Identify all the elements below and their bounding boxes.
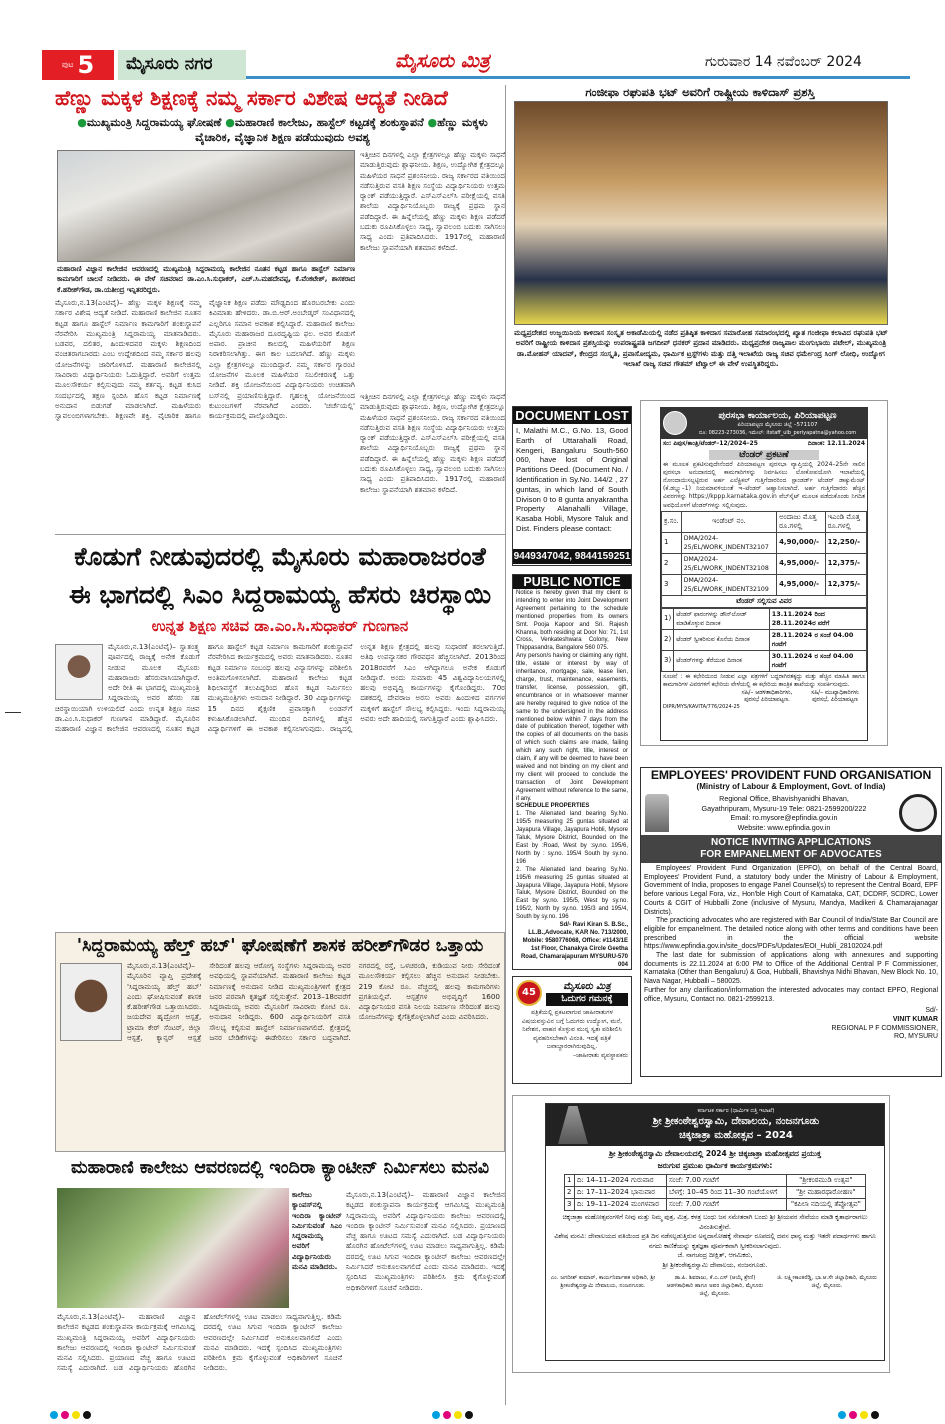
column-divider — [505, 85, 506, 1405]
public-notice-ad — [512, 574, 632, 970]
schedule-item: 1. The Alienated land bearing Sy.No. 195/5 measuring 25 guntas situated at Jayapura Village, Jayapura Hobli, Mysore Taluk, Mysore District, Bounded on the East by :Road, West by :sy.no. 195/6, North by : sy.no. 195/4 South by sy.no. 196 — [516, 811, 628, 865]
intro: ಶ್ರೀ ಶ್ರೀಕಂಠೇಶ್ವರಸ್ವಾಮಿ ದೇವಾಲಯದಲ್ಲಿ 2024 ಶ್ರೀ ಚಿಕ್ಕಜಾತ್ರಾ ಮಹೋತ್ಸವದ ಪ್ರಯುಕ್ತ — [608, 1149, 822, 1158]
signatory: ಡಾ.ಪಿ. ಶಿವರಾಜು, ಕೆ.ಎ.ಎಸ್ (ಆಯ್ಕೆ ಶ್ರೇಣಿ) ಆಡಳಿತಾಧಿಕಾರಿ ಹಾಗೂ ಅಪರ ಜಿಲ್ಲಾಧಿಕಾರಿ, ಮೈಸೂರು ಜಿಲ್ಲೆ, ಮೈಸೂರು. — [666, 1275, 764, 1297]
col-header: ಇಂಡೆಂಟ್ ನಂ. — [681, 511, 776, 532]
temple-notice — [545, 1103, 885, 1361]
signatory: ಎಂ. ಜಗದೀಶ್ ಕುಮಾರ್, ಕಾರ್ಯನಿರ್ವಾಹಕ ಅಧಿಕಾರಿ, ಶ್ರೀ ಶ್ರೀಕಂಠೇಶ್ವರಸ್ವಾಮಿ ದೇವಾಲಯ, ನಂಜನಗೂಡು. — [550, 1275, 656, 1289]
office-contact: ದೂ: 08223-273036, ಇಮೇಲ್: itstaff_ulb_periyapatna@yahoo.com — [698, 429, 857, 436]
story1-headline: ಹೆಣ್ಣು ಮಕ್ಕಳ ಶಿಕ್ಷಣಕ್ಕೆ ನಮ್ಮ ಸರ್ಕಾರ ವಿಶೇಷ ಆದ್ಯತೆ ನೀಡಿದೆ — [55, 86, 448, 110]
bullet: ಹೆಣ್ಣು ಮಕ್ಕಳು ವೈಚಾರಿಕ, ವೈಜ್ಞಾನಿಕ ಶಿಕ್ಷಣ ಪಡೆಯುವುದು ಅವಶ್ಯ — [195, 116, 488, 144]
page-label: ಪುಟ — [61, 60, 74, 69]
email: Email: ro.mysore@epfindia.gov.in — [730, 813, 838, 822]
tender-title: ಟೆಂಡರ್ ಪ್ರಕಟಣೆ — [709, 450, 819, 460]
schedule-title: SCHEDULE PROPERTIES — [516, 803, 590, 810]
temple-name: ಶ್ರೀ ಶ್ರೀಕಂಠೇಶ್ವರಸ್ವಾಮಿ, ದೇವಾಲಯ, ನಂಜನಗೂಡು — [652, 1116, 820, 1127]
karnataka-emblem-icon — [663, 411, 687, 435]
table-row: 1 DMA/2024-25/EL/WORK_INDENT32107 4,90,000/- 12,250/- — [662, 532, 867, 553]
paragraph: Employees' Provident Fund Organization (EPFO), on behalf of the Central Board, Employees' Provident Fund, a statutory body under the Ministry of Labour & Employment, Government of India, proposes to engage Panel Counsel(s) to represent the Central Board, EPF before various Legal Fora, viz., Hon'ble High Court of Karnataka, CAT, DCDRF, SCDRC, Lower Courts & CGIT of Hubballi Zone (inclusive of Mysuru, Mandya, Madikeri & Chamarajanagar Districts). — [644, 865, 938, 916]
schedule-title: ಟೆಂಡರ್ ಸಲ್ಲಿಸುವ ವಿವರ — [662, 595, 867, 607]
story1-caption: ಮಹಾರಾಣಿ ವಿಜ್ಞಾನ ಕಾಲೇಜಿನ ಆವರಣದಲ್ಲಿ ಮುಖ್ಯಮಂತ್ರಿ ಸಿದ್ದರಾಮಯ್ಯ ಕಾಲೇಜಿನ ನೂತನ ಕಟ್ಟಡ ಹಾಗೂ ಹಾಸ್ಟೆಲ್ ನಿರ್ಮಾಣ ಕಾಮಗಾರಿಗೆ ಚಾಲನೆ ನೀಡಿದರು. ಈ ವೇಳೆ ಸಚಿವರಾದ ಡಾ.ಎಂ.ಸಿ.ಸುಧಾಕರ್, ಎಚ್.ಸಿ.ಮಹದೇವಪ್ಪ, ಕೆ.ವೆಂಕಟೇಶ್, ಶಾಸಕರಾದ ಕೆ.ಹರೀಶ್‌ಗೌಡ, ಡಾ.ಯತೀಂದ್ರ ಇನ್ನಿತರರಿದ್ದರು. — [57, 265, 355, 294]
tender-intro: ಈ ಮೂಲಕ ಪ್ರಕಟಿಸುವುದೇನೆಂದರೆ ಪಿರಿಯಾಪಟ್ಟಣ ಪುರಸಭಾ ವ್ಯಾಪ್ತಿಯಲ್ಲಿ 2024–25ನೇ ಸಾಲಿನ ಪುರಸಭಾ ಅನುದಾನದಲ್ಲಿ ಕಾಮಗಾರಿಗಳನ್ನು ನಿರ್ವಹಿಸಲು ಲೋಕೋಪಯೋಗಿ ಇಲಾಖೆಯಲ್ಲಿ ನೋಂದಾಯಿಸಲ್ಪಟ್ಟಿರುವ ಅರ್ಹ ಎಲೆಕ್ಟ್ರಿಕಲ್ ಗುತ್ತಿಗೆದಾರರಿಂದ ಸ್ಟಾಂಡರ್ಡ್ ಟೆಂಡರ್ ಡಾಕ್ಯುಮೆಂಟ್ (ಕೆ.ಡಬ್ಲ್ಯು–1) ನಿಯಮಾವಳಿಯಂತೆ ಇ–ಟೆಂಡರ್ ಆಹ್ವಾನಿಸಲಾಗಿದೆ. ಅರ್ಹ ಗುತ್ತಿಗೆದಾರರು ಹೆಚ್ಚಿನ ವಿವರಗಳನ್ನು https://kppp.karnataka.gov.in ವೆಬ್‌ಸೈಟ್ ಮೂಲಕ ಪಡೆದುಕೊಂಡು ನಿಗದಿತ ಅವಧಿಯೊಳಗೆ ಟೆಂಡರ್‌ಗಳನ್ನು ಸಲ್ಲಿಸುವುದು. — [663, 460, 865, 509]
ad-phone: 9449347042, 9844159251 — [513, 551, 631, 562]
org-title: EMPLOYEES' PROVIDENT FUND ORGANISATION — [650, 768, 932, 782]
col-header: ಇಎಂಡಿ ಮೊತ್ತ ರೂ.ಗಳಲ್ಲಿ — [825, 511, 866, 532]
table-row: 1) ಟೆಂಡರ್ ಫಾರಂಗಳನ್ನು ಡೌನ್‌ಲೋಡ್ ಮಾಡಿಕೊಳ್ಳುವ ದಿನಾಂಕ 13.11.2024 ರಿಂದ 28.11.2024ರ ವರೆಗೆ — [662, 608, 867, 629]
award-photo — [514, 101, 888, 325]
headline-line: ಕೊಡುಗೆ ನೀಡುವುದರಲ್ಲಿ ಮೈಸೂರು ಮಹಾರಾಜರಂತೆ — [74, 542, 486, 571]
col-header: ಕ್ರ.ಸಂ. — [662, 511, 682, 532]
table-row: 2 ದಿ: 17–11–2024 ಭಾನುವಾರ ಬೆಳಗ್ಗೆ: 10–45 ರಿಂದ 11–30 ಗಂಟೆಯೊಳಗೆ "ಶ್ರೀ ಮಹಾರಥಾರೋಹಣ" — [565, 1187, 866, 1199]
bullet: ಮುಖ್ಯಮಂತ್ರಿ ಸಿದ್ದರಾಮಯ್ಯ ಘೋಷಣೆ — [86, 116, 222, 129]
paragraph: Notice is hereby given that my client is intending to enter into Joint Development Agreement pertaining to the schedule mentioned properties from its owners Smt. Pooja Kapoor and Sri. Rajesh Khanna, both residing at Door No: 71, 1st Cross, Venkateshwara Colony, New Thippasandra, Bangalore 560 075. — [516, 590, 628, 652]
masthead-logo: ಮೈಸೂರು ಮಿತ್ರ — [395, 50, 490, 72]
trim-mark — [5, 712, 21, 713]
award-headline: ಗಂಜೀಫಾ ರಘುಪತಿ ಭಟ್ ಅವರಿಗೆ ರಾಷ್ಟ್ರೀಯ ಕಾಳಿದಾಸ್ ಪ್ರಶಸ್ತಿ — [585, 85, 815, 99]
headline-line: ಈ ಭಾಗದಲ್ಲಿ ಸಿಎಂ ಸಿದ್ದರಾಮಯ್ಯ ಹೆಸರು ಚಿರಸ್ಥಾಯಿ — [68, 580, 492, 609]
story4-photo — [57, 1188, 289, 1308]
intro: ಜರುಗುವ ಪ್ರಮುಖ ಧಾರ್ಮಿಕ ಕಾರ್ಯಕ್ರಮಗಳು: — [657, 1161, 773, 1170]
story4-photo-caption: ಕಾಲೇಜು ಕ್ಯಾಂಪಸ್‌ನಲ್ಲಿ ಇಂದಿರಾ ಕ್ಯಾಂಟೀನ್ ನಿರ್ಮಿಸುವಂತೆ ಸಿಎಂ ಸಿದ್ದರಾಮಯ್ಯ ಅವರಿಗೆ ವಿದ್ಯಾರ್ಥಿನಿಯರು ಮನವಿ ಮಾಡಿದರು. — [292, 1190, 342, 1272]
priest: ಶ್ರೀ ಶ್ರೀಕಂಠೇಶ್ವರಸ್ವಾಮಿ ದೇವಾಲಯ, ನಂಜನಗೂಡು. — [662, 1260, 768, 1269]
box-body: ಪತ್ರಿಕೆಯಲ್ಲಿ ಪ್ರಕಟವಾಗುವ ಜಾಹೀರಾತುಗಳ ವಿಷಯವಸ್ತುವಿನ ಬಗ್ಗೆ ಓದುಗರು ಉದ್ಯೋಗ, ಮನೆ, ನಿವೇಶನ, ವಾಹನ ಕೊಳ್ಳುವ ಮುನ್ನ ಸ್ವತಃ ಪರಿಶೀಲಿಸಿ ವ್ಯವಹರಿಸಬೇಕಾಗಿ ವಿನಂತಿ. ಇದಕ್ಕೆ ಪತ್ರಿಕೆ ಜವಾಬ್ದಾರರಾಗಿರುವುದಿಲ್ಲ. — [521, 1009, 623, 1051]
minister-portrait — [55, 644, 103, 700]
notice-banner — [641, 835, 941, 863]
story4-body: ಮೈಸೂರು,ನ.13(ಎಂಟಿವೈ)– ಮಹಾರಾಣಿ ವಿಜ್ಞಾನ ಕಾಲೇಜಿನ ಕಟ್ಟಡದ ಶಂಕುಸ್ಥಾಪನಾ ಕಾರ್ಯಕ್ರಮಕ್ಕೆ ಆಗಮಿಸಿದ್ದ ಮುಖ್ಯಮಂತ್ರಿ ಸಿದ್ದರಾಮಯ್ಯ ಅವರಿಗೆ ವಿದ್ಯಾರ್ಥಿನಿಯರು ಕಾಲೇಜು ಆವರಣದಲ್ಲಿ ಇಂದಿರಾ ಕ್ಯಾಂಟೀನ್ ನಿರ್ಮಿಸುವಂತೆ ಮನವಿ ಸಲ್ಲಿಸಿದರು. ಪ್ರಯಾಣದ ವೆಚ್ಚ ಹಾಗೂ ಊಟದ ಸಮಸ್ಯೆ ಎದುರಾಗಿದೆ. ಬಡ ವಿದ್ಯಾರ್ಥಿನಿಯರು ಹೊರಗಿನ ಹೋಟೆಲ್‌ಗಳಲ್ಲಿ ಊಟ ಮಾಡಲು ಸಾಧ್ಯವಾಗುತ್ತಿಲ್ಲ. ಕಡಿಮೆ ದರದಲ್ಲಿ ಊಟ ಸಿಗುವ ಇಂದಿರಾ ಕ್ಯಾಂಟೀನ್ ಕಾಲೇಜು ಆವರಣದಲ್ಲೇ ನಿರ್ಮಿಸಿದರೆ ಅನುಕೂಲವಾಗಲಿದೆ ಎಂದು ಮನವಿ ಮಾಡಿದರು. ಇದಕ್ಕೆ ಸ್ಪಂದಿಸಿದ ಮುಖ್ಯಮಂತ್ರಿಗಳು ಪರಿಶೀಲಿಸಿ ಕ್ರಮ ಕೈಗೊಳ್ಳುವಂತೆ ಅಧಿಕಾರಿಗಳಿಗೆ ಸೂಚನೆ ನೀಡಿದರು. — [57, 1312, 342, 1373]
table-row: 3 DMA/2024-25/EL/WORK_INDENT32109 4,95,000/- 12,375/- — [662, 574, 867, 595]
schedule-item: 2. The Alienated land bearing Sy.No. 195/6 measuring 25 guntas situated at Jayapura Village, Jayapura Hobli, Mysore Taluk, Mysore District, Bounded on the East by sy.no. 195/5, West by sy.no. 195/2, North by sy.no. 195/3 and 195/4, South by sy.no. 196 — [516, 866, 628, 921]
anniversary-badge: 45 — [516, 980, 542, 1006]
registration-marks-right — [838, 1404, 882, 1423]
story1-body: ಮೈಸೂರು,ನ.13(ಎಂಟಿವೈ)– ಹೆಣ್ಣು ಮಕ್ಕಳ ಶಿಕ್ಷಣಕ್ಕೆ ನಮ್ಮ ಸರ್ಕಾರ ವಿಶೇಷ ಆದ್ಯತೆ ನೀಡಿದೆ. ಮಹಾರಾಣಿ ಕಾಲೇಜಿನ ನೂತನ ಕಟ್ಟಡ ಹಾಗೂ ಹಾಸ್ಟೆಲ್ ನಿರ್ಮಾಣ ಕಾಮಗಾರಿಗೆ ಶಂಕುಸ್ಥಾಪನೆ ನೆರವೇರಿಸಿ ಮುಖ್ಯಮಂತ್ರಿ ಸಿದ್ದರಾಮಯ್ಯ ಮಾತನಾಡಿದರು. ಬಡವರ, ದಲಿತರ, ಹಿಂದುಳಿದವರ ಮಕ್ಕಳು ಶಿಕ್ಷಣದಿಂದ ವಂಚಿತರಾಗಬಾರದು ಎಂಬ ಉದ್ದೇಶದಿಂದ ನಮ್ಮ ಸರ್ಕಾರ ಹಲವು ಯೋಜನೆಗಳನ್ನು ಜಾರಿಗೊಳಿಸಿದೆ. ಮಹಾರಾಣಿ ಕಾಲೇಜಿನಲ್ಲಿ ಸಾವಿರಾರು ವಿದ್ಯಾರ್ಥಿನಿಯರು ಓದುತ್ತಿದ್ದಾರೆ. ಅವರಿಗೆ ಉತ್ತಮ ಮೂಲಸೌಕರ್ಯ ಕಲ್ಪಿಸುವುದು ನಮ್ಮ ಕರ್ತವ್ಯ. ಕಟ್ಟಡ ಕುಸಿದ ಸಂದರ್ಭದಲ್ಲಿ ತಕ್ಷಣ ಸ್ಪಂದಿಸಿ ಹೊಸ ಕಟ್ಟಡ ನಿರ್ಮಾಣಕ್ಕೆ ಅನುದಾನ ಬಿಡುಗಡೆ ಮಾಡಲಾಗಿದೆ. ಮಹಿಳೆಯರು ಸ್ವಾವಲಂಬಿಗಳಾಗಬೇಕು. ಶಿಕ್ಷಣವೇ ಶಕ್ತಿ. ವೈಚಾರಿಕ ಹಾಗೂ ವೈಜ್ಞಾನಿಕ ಶಿಕ್ಷಣ ಪಡೆದು ಮೌಢ್ಯದಿಂದ ಹೊರಬರಬೇಕು ಎಂದು ಕಿವಿಮಾತು ಹೇಳಿದರು. ಡಾ.ಬಿ.ಆರ್.ಅಂಬೇಡ್ಕರ್ ಸಂವಿಧಾನದಲ್ಲಿ ಎಲ್ಲರಿಗೂ ಸಮಾನ ಅವಕಾಶ ಕಲ್ಪಿಸಿದ್ದಾರೆ. ಮಹಾರಾಣಿ ಕಾಲೇಜು ಮೈಸೂರು ಮಹಾರಾಜರ ದೂರದೃಷ್ಟಿಯ ಫಲ. ಅವರ ಕೊಡುಗೆ ಅಪಾರ. ಪ್ರಾಚೀನ ಕಾಲದಲ್ಲಿ ಮಹಿಳೆಯರಿಗೆ ಶಿಕ್ಷಣ ನಿರಾಕರಿಸಲಾಗಿತ್ತು. ಈಗ ಕಾಲ ಬದಲಾಗಿದೆ. ಹೆಣ್ಣು ಮಕ್ಕಳು ಎಲ್ಲಾ ಕ್ಷೇತ್ರಗಳಲ್ಲೂ ಮುಂದಿದ್ದಾರೆ. ನಮ್ಮ ಸರ್ಕಾರ ಗ್ಯಾರಂಟಿ ಯೋಜನೆಗಳ ಮೂಲಕ ಮಹಿಳೆಯರ ಸಬಲೀಕರಣಕ್ಕೆ ಒತ್ತು ನೀಡಿದೆ. ಶಕ್ತಿ ಯೋಜನೆಯಿಂದ ವಿದ್ಯಾರ್ಥಿನಿಯರು ಉಚಿತವಾಗಿ ಬಸ್‌ನಲ್ಲಿ ಪ್ರಯಾಣಿಸುತ್ತಿದ್ದಾರೆ. ಗೃಹಲಕ್ಷ್ಮಿ ಯೋಜನೆಯಿಂದ ಕುಟುಂಬಗಳಿಗೆ ನೆರವಾಗಿದೆ ಎಂದರು. 'ಚರ್ಚೆಯಲ್ಲಿ' ಕಾರ್ಯಕ್ರಮದಲ್ಲಿ ಪಾಲ್ಗೊಂಡಿದ್ದರು. — [55, 298, 355, 421]
story2-subhead: ಉನ್ನತ ಶಿಕ್ಷಣ ಸಚಿವ ಡಾ.ಎಂ.ಸಿ.ಸುಧಾಕರ್ ಗುಣಗಾನ — [151, 617, 409, 635]
story1-side-text: ಇತ್ತೀಚಿನ ದಿನಗಳಲ್ಲಿ ಎಲ್ಲಾ ಕ್ಷೇತ್ರಗಳಲ್ಲೂ ಹೆಣ್ಣು ಮಕ್ಕಳು ಸಾಧನೆ ಮಾಡುತ್ತಿರುವುದು ಶ್ಲಾಘನೀಯ. ಶಿಕ್ಷಣ, ಉದ್ಯೋಗಿಕ ಕ್ಷೇತ್ರದಲ್ಲೂ ಮಹಿಳೆಯರ ಸಾಧನೆ ಪ್ರಶಂಸನೀಯ. ರಾಜ್ಯ ಸರ್ಕಾರದ ವತಿಯಿಂದ ನಡೆಸುತ್ತಿರುವ ವಸತಿ ಶಿಕ್ಷಣ ಸಂಸ್ಥೆಯ ವಿದ್ಯಾರ್ಥಿನಿಯರು ಉತ್ತಮ ರ್‍ಯಾಂಕ್ ಪಡೆಯುತ್ತಿದ್ದಾರೆ. ಎಸ್‌ಎಸ್‌ಎಲ್‌ಸಿ ಪರೀಕ್ಷೆಯಲ್ಲಿ ವಸತಿ ಶಾಲೆಯ ವಿದ್ಯಾರ್ಥಿನಿಯೊಬ್ಬರು ರಾಜ್ಯಕ್ಕೆ ಪ್ರಥಮ ಸ್ಥಾನ ಪಡೆದಿದ್ದಾರೆ. ಈ ಹಿನ್ನೆಲೆಯಲ್ಲಿ ಹೆಣ್ಣು ಮಕ್ಕಳು ಶಿಕ್ಷಣ ಪಡೆದರೆ ಬದುಕು ರೂಪಿಸಿಕೊಳ್ಳಲು ಸಾಧ್ಯ, ಸ್ವಾವಲಂಬಿ ಬದುಕು ಸಾಗಿಸಲು ಸಾಧ್ಯ ಎಂದು ಪ್ರತಿಪಾದಿಸಿದರು. 1917ರಲ್ಲಿ ಮಹಾರಾಣಿ ಕಾಲೇಜು ಸ್ಥಾಪನೆಯಾಗಿ ಶತಮಾನ ಕಳೆದಿದೆ. — [360, 150, 505, 252]
epfo-logo-icon — [899, 794, 937, 832]
section-title: ಮೈಸೂರು ನಗರ — [118, 50, 246, 80]
box-title: ಓದುಗರ ಗಮನಕ್ಕೆ — [546, 993, 628, 1006]
issue-date: ಗುರುವಾರ 14 ನವೆಂಬರ್ 2024 — [705, 54, 862, 70]
event-title: ಚಿಕ್ಕಜಾತ್ರಾ ಮಹೋತ್ಸವ – 2024 — [679, 1130, 793, 1141]
readers-notice — [512, 976, 632, 1084]
story4-body-right: ಮೈಸೂರು,ನ.13(ಎಂಟಿವೈ)– ಮಹಾರಾಣಿ ವಿಜ್ಞಾನ ಕಾಲೇಜಿನ ಕಟ್ಟಡದ ಶಂಕುಸ್ಥಾಪನಾ ಕಾರ್ಯಕ್ರಮಕ್ಕೆ ಆಗಮಿಸಿದ್ದ ಮುಖ್ಯಮಂತ್ರಿ ಸಿದ್ದರಾಮಯ್ಯ ಅವರಿಗೆ ವಿದ್ಯಾರ್ಥಿನಿಯರು ಕಾಲೇಜು ಆವರಣದಲ್ಲಿ ಇಂದಿರಾ ಕ್ಯಾಂಟೀನ್ ನಿರ್ಮಿಸುವಂತೆ ಮನವಿ ಸಲ್ಲಿಸಿದರು. ಪ್ರಯಾಣದ ವೆಚ್ಚ ಹಾಗೂ ಊಟದ ಸಮಸ್ಯೆ ಎದುರಾಗಿದೆ. ಬಡ ವಿದ್ಯಾರ್ಥಿನಿಯರು ಹೊರಗಿನ ಹೋಟೆಲ್‌ಗಳಲ್ಲಿ ಊಟ ಮಾಡಲು ಸಾಧ್ಯವಾಗುತ್ತಿಲ್ಲ. ಕಡಿಮೆ ದರದಲ್ಲಿ ಊಟ ಸಿಗುವ ಇಂದಿರಾ ಕ್ಯಾಂಟೀನ್ ಕಾಲೇಜು ಆವರಣದಲ್ಲೇ ನಿರ್ಮಿಸಿದರೆ ಅನುಕೂಲವಾಗಲಿದೆ ಎಂದು ಮನವಿ ಮಾಡಿದರು. ಇದಕ್ಕೆ ಸ್ಪಂದಿಸಿದ ಮುಖ್ಯಮಂತ್ರಿಗಳು ಪರಿಶೀಲಿಸಿ ಕ್ರಮ ಕೈಗೊಳ್ಳುವಂತೆ ಅಧಿಕಾರಿಗಳಿಗೆ ಸೂಚನೆ ನೀಡಿದರು. — [346, 1190, 505, 1292]
tender-notice — [660, 407, 868, 741]
sd: Sd/- — [925, 1007, 938, 1015]
story3-headline: 'ಸಿದ್ದರಾಮಯ್ಯ ಹೆಲ್ತ್ ಹಬ್' ಘೋಷಣೆಗೆ ಶಾಸಕ ಹರೀಶ್‌ಗೌಡರ ಒತ್ತಾಯ — [76, 936, 484, 956]
brand-logo: ಮೈಸೂರು ಮಿತ್ರ — [563, 981, 611, 992]
ad-title: PUBLIC NOTICE — [513, 575, 631, 589]
paragraph: The practicing advocates who are registered with Bar Council of India/State Bar Council are eligible for empanelment. The detailed notice along with other terms and conditions have been prescribed in the official website https://www.epfindia.gov.in/site_docs/PDFs/Updates/EOI_Hubli_28102024.pdf — [644, 917, 938, 951]
story1-body-cont: ಇತ್ತೀಚಿನ ದಿನಗಳಲ್ಲಿ ಎಲ್ಲಾ ಕ್ಷೇತ್ರಗಳಲ್ಲೂ ಹೆಣ್ಣು ಮಕ್ಕಳು ಸಾಧನೆ ಮಾಡುತ್ತಿರುವುದು ಶ್ಲಾಘನೀಯ. ಶಿಕ್ಷಣ, ಉದ್ಯೋಗಿಕ ಕ್ಷೇತ್ರದಲ್ಲೂ ಮಹಿಳೆಯರ ಸಾಧನೆ ಪ್ರಶಂಸನೀಯ. ರಾಜ್ಯ ಸರ್ಕಾರದ ವತಿಯಿಂದ ನಡೆಸುತ್ತಿರುವ ವಸತಿ ಶಿಕ್ಷಣ ಸಂಸ್ಥೆಯ ವಿದ್ಯಾರ್ಥಿನಿಯರು ಉತ್ತಮ ರ್‍ಯಾಂಕ್ ಪಡೆಯುತ್ತಿದ್ದಾರೆ. ಎಸ್‌ಎಸ್‌ಎಲ್‌ಸಿ ಪರೀಕ್ಷೆಯಲ್ಲಿ ವಸತಿ ಶಾಲೆಯ ವಿದ್ಯಾರ್ಥಿನಿಯೊಬ್ಬರು ರಾಜ್ಯಕ್ಕೆ ಪ್ರಥಮ ಸ್ಥಾನ ಪಡೆದಿದ್ದಾರೆ. ಈ ಹಿನ್ನೆಲೆಯಲ್ಲಿ ಹೆಣ್ಣು ಮಕ್ಕಳು ಶಿಕ್ಷಣ ಪಡೆದರೆ ಬದುಕು ರೂಪಿಸಿಕೊಳ್ಳಲು ಸಾಧ್ಯ, ಸ್ವಾವಲಂಬಿ ಬದುಕು ಸಾಗಿಸಲು ಸಾಧ್ಯ ಎಂದು ಪ್ರತಿಪಾದಿಸಿದರು. 1917ರಲ್ಲಿ ಮಹಾರಾಣಿ ಕಾಲೇಜು ಸ್ಥಾಪನೆಯಾಗಿ ಶತಮಾನ ಕಳೆದಿದೆ. — [360, 392, 505, 494]
banner-line: FOR EMPANELMENT OF ADVOCATES — [700, 849, 882, 860]
tender-header — [661, 408, 867, 439]
page-number: 5 — [77, 51, 95, 79]
story3-body-text: ಮೈಸೂರು,ನ.13(ಎಂಟಿವೈ)– ಮೈಸೂರಿನ ವ್ಯಾಪ್ತಿ ಪ್ರದೇಶಕ್ಕೆ 'ಸಿದ್ದರಾಮಯ್ಯ ಹೆಲ್ತ್ ಹಬ್' ಎಂದು ಘೋಷಿಸುವಂತೆ ಶಾಸಕ ಕೆ.ಹರೀಶ್‌ಗೌಡ ಒತ್ತಾಯಿಸಿದರು. ಜಯದೇವ ಹೃದ್ರೋಗ ಆಸ್ಪತ್ರೆ, ಟ್ರಾಮಾ ಕೇರ್ ಸೆಂಟರ್, ಜಿಲ್ಲಾ ಆಸ್ಪತ್ರೆ, ಕ್ಯಾನ್ಸರ್ ಆಸ್ಪತ್ರೆ ಸೇರಿದಂತೆ ಹಲವು ಆರೋಗ್ಯ ಸಂಸ್ಥೆಗಳು ಸಿದ್ದರಾಮಯ್ಯ ಅವರ ಅವಧಿಯಲ್ಲಿ ಸ್ಥಾಪನೆಯಾಗಿವೆ. ಮಹಾರಾಣಿ ಕಾಲೇಜು ಕಟ್ಟಡ ನಿರ್ಮಾಣಕ್ಕೆ ಅನುದಾನ ನೀಡಿದ ಮುಖ್ಯಮಂತ್ರಿಗಳಿಗೆ ಕ್ಷೇತ್ರದ ಜನರ ಪರವಾಗಿ ಕೃತಜ್ಞತೆ ಸಲ್ಲಿಸುತ್ತೇನೆ. 2013–18ರವರೆಗೆ ಸಿದ್ದರಾಮಯ್ಯ ಅವರು ಮೈಸೂರಿಗೆ ಸಾವಿರಾರು ಕೋಟಿ ರೂ. ಅನುದಾನ ನೀಡಿದ್ದರು. 600 ವಿದ್ಯಾರ್ಥಿನಿಯರಿಗೆ ವಸತಿ ಸೌಲಭ್ಯ ಕಲ್ಪಿಸುವ ಹಾಸ್ಟೆಲ್ ನಿರ್ಮಾಣವಾಗಲಿದೆ. ಕ್ಷೇತ್ರದಲ್ಲಿ ಜನರ ಬೇಡಿಕೆಗಳನ್ನು ಈಡೇರಿಸಲು ಸರ್ಕಾರ ಬದ್ಧವಾಗಿದೆ. ನಗರದಲ್ಲಿ ರಸ್ತೆ, ಒಳಚರಂಡಿ, ಕುಡಿಯುವ ನೀರು ಸೇರಿದಂತೆ ಮೂಲಸೌಕರ್ಯ ಕಲ್ಪಿಸಲು ಹೆಚ್ಚಿನ ಅನುದಾನ ನೀಡಬೇಕು. 219 ಕೋಟಿ ರೂ. ವೆಚ್ಚದಲ್ಲಿ ಹಲವು ಕಾಮಗಾರಿಗಳು ಪ್ರಗತಿಯಲ್ಲಿವೆ. ಆಸ್ಪತ್ರೆಗಳ ಅಭಿವೃದ್ಧಿಗೆ 1600 ವಿದ್ಯಾರ್ಥಿನಿಯರ ವಸತಿ ನಿಲಯ ನಿರ್ಮಾಣ ಸೇರಿದಂತೆ ಹಲವು ಯೋಜನೆಗಳನ್ನು ಕೈಗೆತ್ತಿಕೊಳ್ಳಲಾಗಿದೆ ಎಂದು ವಿವರಿಸಿದರು. — [127, 961, 500, 1043]
notice-date: ದಿನಾಂಕ: 12.11.2024 — [807, 439, 865, 447]
story1-bullets: ●ಮುಖ್ಯಮಂತ್ರಿ ಸಿದ್ದರಾಮಯ್ಯ ಘೋಷಣೆ ●ಮಹಾರಾಣಿ ಕಾಲೇಜು, ಹಾಸ್ಟೆಲ್ ಕಟ್ಟಡಕ್ಕೆ ಶಂಕುಸ್ಥಾಪನೆ ●ಹೆಣ್ಣು ಮಕ್ಕಳು ವೈಚಾರಿಕ, ವೈಜ್ಞಾನಿಕ ಶಿಕ್ಷಣ ಪಡೆಯುವುದು ಅವಶ್ಯ — [77, 116, 488, 144]
paragraph: Any person/s having or claiming any right, title, estate or interest by way of inheritance, mortgage, sale, lease lien, charge, trust, maintenance, easements, transfer, license, possession, gift, encumbrance or in whatsoever manner are hereby required to give notice of the same to the undersigned in the address mentioned below within 7 days from the date of publication thereof, together with the copies of all documents on the basis of which such claims are made, failing which any such right, title, interest or claim, if any will be deemed to have been waived and not binding on my client and my client will proceed to conclude the transaction of Joint Development Agreement without reference to the same, if any. — [516, 653, 628, 802]
table-row: 3) ಟೆಂಡರ್‌ಗಳನ್ನು ತೆರೆಯುವ ದಿನಾಂಕ 30.11.2024 ರ ಸಂಜೆ 04.00 ಗಂಟೆಗೆ — [662, 650, 867, 671]
header-rule — [246, 76, 910, 79]
ad-body — [513, 589, 631, 970]
table-row: 1 ದಿ: 14–11–2024 ಗುರುವಾರ ಸಂಜೆ: 7.00 ಗಂಟೆಗೆ "ಶ್ರೀಕಂಠಮುಡಿ ಉತ್ಸವ" — [565, 1175, 866, 1187]
invitation: ಚಿಕ್ಕಜಾತ್ರಾ ಮಹೋತ್ಸವಂಗಳಿಗೆ ನೀವು ಮತ್ತು ನಿಮ್ಮ ಪುತ್ರ, ಮಿತ್ರ, ಕಳತ್ರ ಬಂಧು ಜನ ಸಮೇತರಾಗಿ ಬಂದು ಶ್ರೀ ಶ್ರೀಯವರ ಸೇವೆಯಂ ಮಾಡಿ ಕೃತಾರ್ಥರಾಗಲು ವಿನಂತಿಸುತ್ತೇವೆ. — [562, 1213, 868, 1231]
department: ಕರ್ನಾಟಕ ಸರ್ಕಾರ (ಧಾರ್ಮಿಕ ದತ್ತಿ ಇಲಾಖೆ) — [697, 1108, 775, 1114]
award-caption: ಮಧ್ಯಪ್ರದೇಶದ ಉಜ್ಜಯಿನಿಯ ಕಾಳಿದಾಸ ಸಂಸ್ಕೃತ ಅಕಾಡೆಮಿಯಲ್ಲಿ ನಡೆದ ಪ್ರತಿಷ್ಠಿತ ಕಾಳಿದಾಸ ಸಮಾರೋಹ ಸಮಾರಂಭದಲ್ಲಿ ಖ್ಯಾತ ಗಂಜೀಫಾ ಕಲಾವಿದ ರಘುಪತಿ ಭಟ್ ಅವರಿಗೆ ರಾಷ್ಟ್ರೀಯ ಕಾಳಿದಾಸ ಪ್ರಶಸ್ತಿಯನ್ನು ಉಪರಾಷ್ಟ್ರಪತಿ ಜಗದೀಪ್ ಧನಕರ್ ಪ್ರದಾನ ಮಾಡಿದರು. ಮಧ್ಯಪ್ರದೇಶ ರಾಜ್ಯಪಾಲ ಮಂಗುಭಾಯಿ ಪಟೇಲ್, ಮುಖ್ಯಮಂತ್ರಿ ಡಾ.ಮೋಹನ್ ಯಾದವ್, ಕೇಂದ್ರದ ಸಂಸ್ಕೃತಿ, ಪ್ರವಾಸೋದ್ಯಮ, ಧಾರ್ಮಿಕ ಟ್ರಸ್ಟ್‌ಗಳು ಮತ್ತು ದತ್ತಿ ಇಲಾಖೆಯ ರಾಜ್ಯ ಸಚಿವ ಧರ್ಮೇಂದ್ರ ಸಿಂಗ್ ಲೋಧಿ, ಉದ್ಯೋಗ ಇಲಾಖೆ ರಾಜ್ಯ ಸಚಿವ ಗೌತಮ್ ಟೆಟ್ವಾಲ್ ಈ ವೇಳೆ ಉಪಸ್ಥಿತರಿದ್ದರು. — [514, 328, 888, 368]
box-sign: –ಜಾಹೀರಾತು ವ್ಯವಸ್ಥಾಪಕರು — [572, 1051, 628, 1059]
ministry: (Ministry of Labour & Employment, Govt. of India) — [696, 782, 886, 791]
document-lost-ad — [512, 406, 632, 566]
bullet: ಮಹಾರಾಣಿ ಕಾಲೇಜು, ಹಾಸ್ಟೆಲ್ ಕಟ್ಟಡಕ್ಕೆ ಶಂಕುಸ್ಥಾಪನೆ — [234, 116, 424, 129]
signatory-designation: REGIONAL P F COMMISSIONER, — [831, 1024, 938, 1032]
story4-headline: ಮಹಾರಾಣಿ ಕಾಲೇಜು ಆವರಣದಲ್ಲಿ ಇಂದಿರಾ ಕ್ಯಾಂಟೀನ್ ನಿರ್ಮಿಸಲು ಮನವಿ — [70, 1158, 490, 1178]
office-name: ಪುರಸಭಾ ಕಾರ್ಯಾಲಯ, ಪಿರಿಯಾಪಟ್ಟಣ — [718, 411, 837, 421]
address: Gayathripuram, Mysuru-19 Tele: 0821-2599200/222 — [701, 803, 867, 813]
story1-photo — [57, 150, 355, 262]
signatory: ಜಿ. ಲಕ್ಷ್ಮೀಕಾಂತರೆಡ್ಡಿ, ಭಾ.ಆ.ಸೇ ಜಿಲ್ಲಾಧಿಕಾರಿ, ಮೈಸೂರು ಜಿಲ್ಲೆ, ಮೈಸೂರು. — [777, 1275, 877, 1289]
table-row: 3 ದಿ: 19–11–2024 ಮಂಗಳವಾರ ಸಂಜೆ: 7.00 ಗಂಟೆಗೆ "ಕಪಿಲಾ ನದಿಯಲ್ಲಿ ತೆಪ್ಪೋತ್ಸವ" — [565, 1199, 866, 1211]
website: Website: www.epfindia.gov.in — [737, 822, 831, 832]
epfo-notice — [640, 767, 942, 1077]
events-table — [564, 1174, 866, 1211]
tender-note: ಸೂಚನೆ : ಈ ಕಛೇರಿಯಿಂದ ನೀಡುವ ಎಲ್ಲಾ ಪತ್ರಗಳಿಗೆ ಬದ್ಧರಾಗಿರತಕ್ಕದ್ದು ಮತ್ತು ಹೆಚ್ಚಿನ ಮಾಹಿತಿ ಹಾಗೂ ಕಾಮಗಾರಿಗಳ ವಿವರಗಳಿಗೆ ಕಛೇರಿಯ ವೇಳೆಯಲ್ಲಿ ಈ ಕಛೇರಿಯ ತಾಂತ್ರಿಕ ಶಾಖೆಯನ್ನು ಸಂಪರ್ಕಿಸುವುದು. — [663, 673, 865, 688]
table-row: 2 DMA/2024-25/EL/WORK_INDENT32108 4,95,000/- 12,375/- — [662, 553, 867, 574]
registration-marks-left — [50, 1404, 94, 1423]
office: Regional Office, Bhavishyanidhi Bhavan, — [719, 794, 849, 803]
signature: ಸಹಿ/– ಆಡಳಿತಾಧಿಕಾರಿಗಳು, ಪುರಸಭೆ ಪಿರಿಯಾಪಟ್ಟಣ. — [741, 689, 793, 703]
story2-body — [55, 642, 505, 925]
temple-gopura-icon — [558, 1106, 588, 1144]
paragraph: The last date for submission of applications along with annexures and supporting documents is 22.11.2024 at 6:00 PM to Office of the Additional Central P F Commissioner, Karnataka (Other than Bengaluru) & Goa, Hubballi, Bhavishya Nidhi Bhavan, New Block No. 10, Nava Nagar, Hubballi – 580025. — [644, 952, 938, 986]
signatory-place: RO, MYSURU — [893, 1033, 938, 1041]
special-request: ವಿಶೇಷ ಮನವಿ: ದೇವಾಲಯದ ವತಿಯಿಂದ ಪ್ರತಿ ದಿನ ನಡೆಸಲ್ಪಡುತ್ತಿರುವ ಅನ್ನದಾಸೋಹಕ್ಕೆ ಸೇವಾರ್ಥ ರೂಪದಲ್ಲಿ ದವಸ ಧಾನ್ಯ ಮತ್ತು ಇತರೇ ಪದಾರ್ಥಗಳು ಹಾಗೂ ನಗದು ಕಾಣಿಕೆಯನ್ನು ಕೃತಜ್ಞತಾ ಪೂರ್ವಕವಾಗಿ ಸ್ವೀಕರಿಸಲಾಗುವುದು. — [554, 1232, 876, 1250]
story2-headline — [55, 538, 505, 614]
banner-line: NOTICE INVITING APPLICATIONS — [710, 837, 871, 848]
signature: Sd/- Ravi Kiran S. B.Sc., LL.B.,Advocate, KAR No. 713/2000, Mobile: 9580776068, Office: #1143/1E 1st Floor, Chanakya Circle Geetha Road, Chamarajapuram MYSURU-570 004 — [520, 922, 628, 968]
reference-no: ಸಂ: ಪಿಪುಸ/ಕಾಂತ್ರಿ/ಟೆಂಡರ್–12/2024–25 — [663, 439, 758, 447]
signatory-name: VINIT KUMAR — [892, 1015, 938, 1023]
story3-body — [60, 961, 500, 1148]
tender-schedule — [661, 608, 867, 672]
page-number-badge — [42, 50, 114, 80]
paragraph: Further for any clarification/information the interested advocates may contact EPFO, Regional office, Mysuru, Contact no. 0821-2599213. — [644, 986, 938, 1003]
ad-body: I, Malathi M.C., G.No. 13, Good Earth of Uttarahalli Road, Kengeri, Bangaluru South-560 060, have lost of Original Partitions Deed. (Document No. / Identification in Sy.No. 144/2 , 27 guntas, in which land of South Divison 0 to 8 gunta anyakrantha Property Alanahalli Village, Kasaba Hobli, Mysore Taluk and Dist. Finders please contact: — [516, 426, 628, 533]
registration-marks-center — [432, 1404, 476, 1423]
mla-portrait — [60, 963, 122, 1041]
col-header: ಅಂದಾಜು ಮೊತ್ತ ರೂ.ಗಳಲ್ಲಿ — [777, 511, 826, 532]
priest: ಜೆ. ನಾಗಚಂದ್ರ ದೀಕ್ಷಿತ್, ಆಗಮಿಕರು, — [677, 1251, 753, 1259]
ad-title: DOCUMENT LOST — [513, 407, 631, 424]
story2-body-text: ಮೈಸೂರು,ನ.13(ಎಂಟಿವೈ)– ಸ್ವಾತಂತ್ರ್ಯ ಪೂರ್ವದಲ್ಲಿ ರಾಜ್ಯಕ್ಕೆ ಅನೇಕ ಕೊಡುಗೆ ನೀಡುವ ಮೂಲಕ ಮೈಸೂರು ಮಹಾರಾಜರು ಹೆಸರುವಾಸಿಯಾಗಿದ್ದಾರೆ. ಅದೇ ರೀತಿ ಈ ಭಾಗದಲ್ಲಿ ಮುಖ್ಯಮಂತ್ರಿ ಸಿದ್ದರಾಮಯ್ಯ ಅವರ ಹೆಸರು ಸಹ ಚಿರಸ್ಥಾಯಿಯಾಗಿ ಉಳಿಯಲಿದೆ ಎಂದು ಉನ್ನತ ಶಿಕ್ಷಣ ಸಚಿವ ಡಾ.ಎಂ.ಸಿ.ಸುಧಾಕರ್ ಗುಣಗಾನ ಮಾಡಿದ್ದಾರೆ. ಮೈಸೂರಿನ ಮಹಾರಾಣಿ ವಿಜ್ಞಾನ ಕಾಲೇಜಿನ ಆವರಣದಲ್ಲಿ ನೂತನ ಕಟ್ಟಡ ಹಾಗೂ ಹಾಸ್ಟೆಲ್ ಕಟ್ಟಡ ನಿರ್ಮಾಣ ಕಾಮಗಾರಿಗೆ ಶಂಕುಸ್ಥಾಪನೆ ನೆರವೇರಿಸಿದ ಕಾರ್ಯಕ್ರಮದಲ್ಲಿ ಅವರು ಮಾತನಾಡಿದರು. ನೂತನ ಕಟ್ಟಡ ನಿರ್ಮಾಣ ಸಂಬಂಧ ಹಲವು ವಿನ್ಯಾಸಗಳನ್ನು ಪರಿಶೀಲಿಸಿ ಅಂತಿಮಗೊಳಿಸಲಾಗಿದೆ. ಮಹಾರಾಣಿ ಕಾಲೇಜು ಕಟ್ಟಡ ಶಿಥಿಲಾವಸ್ಥೆಗೆ ತಲುಪಿದ್ದರಿಂದ ಹೊಸ ಕಟ್ಟಡ ನಿರ್ಮಿಸಲು ಮುಖ್ಯಮಂತ್ರಿಗಳು ಅನುದಾನ ನೀಡಿದ್ದಾರೆ. 30 ವಿದ್ಯಾರ್ಥಿಗಳನ್ನು 15 ದಿನದ ಶೈಕ್ಷಣಿಕ ಪ್ರವಾಸಕ್ಕಾಗಿ ಲಂಡನ್‌ಗೆ ಕಳುಹಿಸಿಕೊಡಲಾಗಿದೆ. ಮುಂದಿನ ದಿನಗಳಲ್ಲಿ ಹೆಚ್ಚಿನ ವಿದ್ಯಾರ್ಥಿಗಳಿಗೆ ಈ ಅವಕಾಶ ಕಲ್ಪಿಸಲಾಗುವುದು. ರಾಜ್ಯದಲ್ಲಿ ಉನ್ನತ ಶಿಕ್ಷಣ ಕ್ಷೇತ್ರದಲ್ಲಿ ಹಲವು ಸುಧಾರಣೆ ತರಲಾಗುತ್ತಿದೆ. ಅತಿಥಿ ಉಪನ್ಯಾಸಕರ ಗೌರವಧನ ಹೆಚ್ಚಿಸಲಾಗಿದೆ. 2013ರಿಂದ 2018ರವರೆಗೆ ಸಿಎಂ ಆಗಿದ್ದಾಗಲೂ ಅನೇಕ ಕೊಡುಗೆ ನೀಡಿದ್ದಾರೆ. ಅಂದು ಸುಮಾರು 45 ವಿಶ್ವವಿದ್ಯಾನಿಲಯಗಳಲ್ಲಿ ಹಲವು ಅಭಿವೃದ್ಧಿ ಕಾರ್ಯಗಳನ್ನು ಕೈಗೊಂಡಿದ್ದರು. 70ರ ದಶಕದಲ್ಲಿ ದೇವರಾಜ ಅರಸು ಅವರು ಹಿಂದುಳಿದ ವರ್ಗಗಳ ಮಕ್ಕಳಿಗೆ ಹಾಸ್ಟೆಲ್ ಸೌಲಭ್ಯ ಕಲ್ಪಿಸಿದ್ದರು. ಇಂದು ಸಿದ್ದರಾಮಯ್ಯ ಅವರು ಅದೇ ಹಾದಿಯಲ್ಲಿ ಸಾಗುತ್ತಿದ್ದಾರೆ ಎಂದು ಶ್ಲಾಘಿಸಿದರು. — [55, 642, 505, 734]
national-emblem-icon — [645, 794, 669, 832]
office-address: ಪಿರಿಯಾಪಟ್ಟಣ ಮೈಸೂರು ಜಿಲ್ಲೆ –571107 — [737, 422, 818, 428]
table-row: 2) ಟೆಂಡರ್ ಸ್ವೀಕರಿಸುವ ಕೊನೆಯ ದಿನಾಂಕ 28.11.2024 ರ ಸಂಜೆ 04.00 ಗಂಟೆಗೆ — [662, 629, 867, 650]
tender-table — [661, 511, 867, 608]
signature: ಸಹಿ/– ಮುಖ್ಯಾಧಿಕಾರಿಗಳು ಪುರಸಭೆ, ಪಿರಿಯಾಪಟ್ಟಣ — [811, 689, 859, 703]
dipr-code: DIPR/MYS/KAVITA/776/2024-25 — [663, 703, 740, 710]
